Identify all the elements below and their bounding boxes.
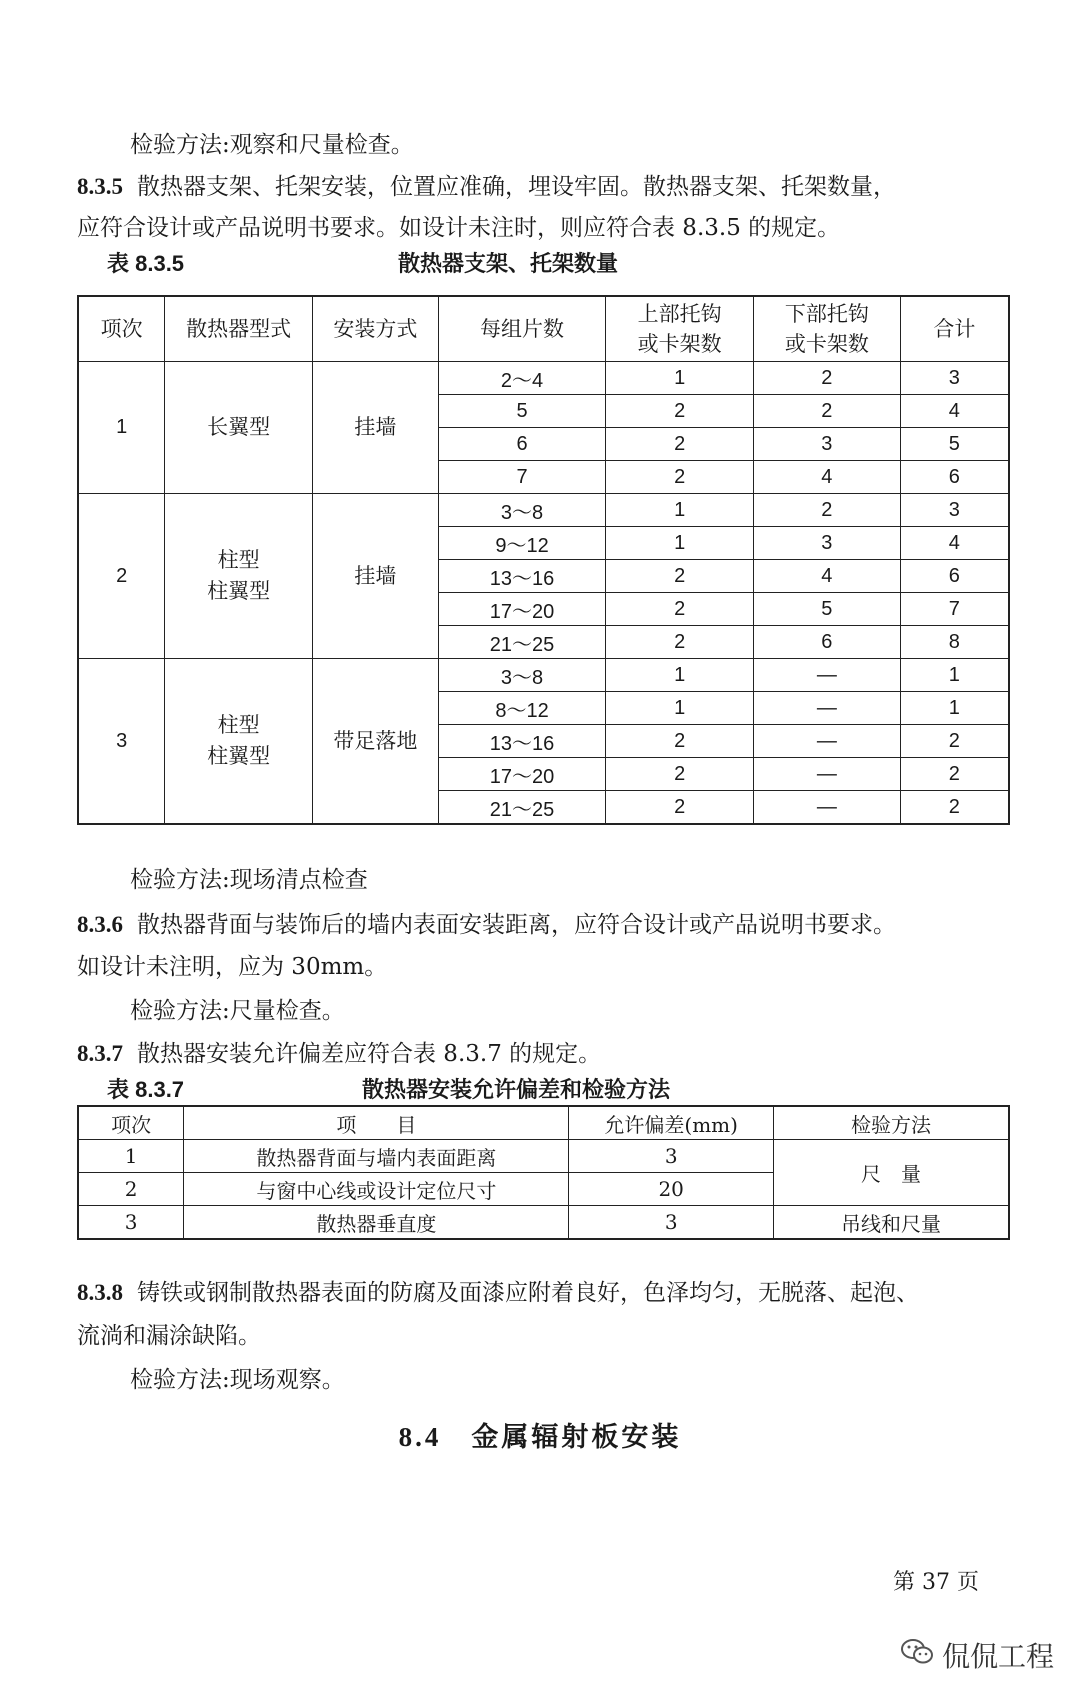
clause-8-3-8 [77,1278,919,1308]
item-number: 3 [78,659,165,825]
clause-number: 8.3.7 [77,1041,123,1066]
total-cell: 8 [900,626,1009,659]
pieces-cell: 8～12 [438,692,606,725]
clause-8-3-5-line2: 应符合设计或产品说明书要求。如设计未注时，则应符合表 8.3.5 的规定。 [77,215,841,241]
total-cell: 1 [900,659,1009,692]
item-number: 2 [78,1173,184,1206]
total-cell: 3 [900,362,1009,395]
inspection-note-1: 检验方法:观察和尺量检查。 [130,132,414,158]
upper-cell: 1 [606,659,754,692]
clause-text: 铸铁或钢制散热器表面的防腐及面漆应附着良好，色泽均匀，无脱落、起泡、 [137,1280,919,1306]
header-cell [754,296,901,362]
pieces-cell: 17～20 [438,758,606,791]
pieces-cell: 6 [438,428,606,461]
header-cell: 检验方法 [773,1106,1009,1140]
pieces-cell: 17～20 [438,593,606,626]
mount-method: 挂墙 [313,494,439,659]
upper-cell: 2 [606,428,754,461]
pieces-cell: 13～16 [438,725,606,758]
header-cell: 合计 [900,296,1009,362]
pieces-cell: 9～12 [438,527,606,560]
chat-bubble-icon [900,1638,934,1673]
clause-8-3-6 [77,910,896,940]
type-line: 柱型 [217,548,260,572]
table-row [78,494,1009,527]
clause-8-3-6-line2: 如设计未注明，应为 30mm。 [77,954,388,980]
upper-cell: 1 [606,527,754,560]
table-header-row [78,296,1009,362]
table-8-3-5-title: 散热器支架、托架数量 [398,251,619,276]
watermark-text: 侃侃工程 [942,1641,1055,1672]
method-cell: 尺 量 [773,1140,1009,1206]
total-cell: 6 [900,461,1009,494]
section-title: 金属辐射板安装 [471,1422,682,1453]
total-cell: 7 [900,593,1009,626]
method-cell: 吊线和尺量 [773,1206,1009,1240]
upper-cell: 1 [606,692,754,725]
clause-8-3-7 [77,1039,601,1069]
total-cell: 2 [900,791,1009,825]
lower-cell: 4 [754,560,901,593]
clause-text: 散热器安装允许偏差应符合表 8.3.7 的规定。 [137,1041,602,1067]
upper-cell: 2 [606,791,754,825]
lower-cell: 5 [754,593,901,626]
pieces-cell: 3～8 [438,494,606,527]
upper-cell: 1 [606,494,754,527]
pieces-cell: 3～8 [438,659,606,692]
pieces-cell: 7 [438,461,606,494]
clause-8-3-8-line2: 流淌和漏涂缺陷。 [77,1323,261,1349]
item-number: 1 [78,362,165,494]
lower-cell: — [754,659,901,692]
lower-cell: 6 [754,626,901,659]
radiator-type [165,494,313,659]
pieces-cell: 13～16 [438,560,606,593]
header-line: 下部托钩 [784,302,869,326]
bracket-quantity-table [77,295,1010,825]
table-row [78,1140,1009,1173]
header-cell: 每组片数 [438,296,606,362]
item-cell: 散热器背面与墙内表面距离 [184,1140,569,1173]
header-line: 或卡架数 [784,332,869,356]
item-cell: 散热器垂直度 [184,1206,569,1240]
pieces-cell: 2～4 [438,362,606,395]
tolerance-cell: 3 [569,1206,774,1240]
header-cell: 允许偏差(mm) [569,1106,774,1140]
upper-cell: 2 [606,593,754,626]
page-number: 第 37 页 [893,1570,979,1595]
clause-number: 8.3.8 [77,1280,123,1305]
table-row [78,659,1009,692]
type-line: 柱翼型 [207,744,271,768]
radiator-type [165,659,313,825]
lower-cell: — [754,692,901,725]
total-cell: 5 [900,428,1009,461]
mount-method: 挂墙 [313,362,439,494]
header-cell: 项 目 [184,1106,569,1140]
upper-cell: 2 [606,560,754,593]
table-header-row [78,1106,1009,1140]
item-number: 2 [78,494,165,659]
lower-cell: — [754,758,901,791]
item-number: 3 [78,1206,184,1240]
tolerance-cell: 3 [569,1140,774,1173]
upper-cell: 2 [606,626,754,659]
total-cell: 1 [900,692,1009,725]
lower-cell: 3 [754,527,901,560]
inspection-note-2: 检验方法:现场清点检查 [130,867,368,893]
radiator-type: 长翼型 [165,362,313,494]
section-heading [0,1415,1080,1454]
upper-cell: 2 [606,461,754,494]
total-cell: 4 [900,527,1009,560]
mount-method: 带足落地 [313,659,439,825]
table-8-3-7-title: 散热器安装允许偏差和检验方法 [362,1077,671,1102]
section-number: 8.4 [398,1422,442,1452]
table-row [78,362,1009,395]
lower-cell: 3 [754,428,901,461]
table-8-3-5-label: 表 8.3.5 [107,251,185,276]
clause-text: 散热器支架、托架安装，位置应准确，埋设牢固。散热器支架、托架数量， [137,174,896,200]
watermark [900,1635,1054,1675]
lower-cell: — [754,791,901,825]
header-cell: 项次 [78,296,165,362]
item-cell: 与窗中心线或设计定位尺寸 [184,1173,569,1206]
lower-cell: — [754,725,901,758]
total-cell: 4 [900,395,1009,428]
header-cell: 散热器型式 [165,296,313,362]
item-number: 1 [78,1140,184,1173]
clause-number: 8.3.5 [77,174,123,199]
inspection-note-3: 检验方法:尺量检查。 [130,998,345,1024]
lower-cell: 2 [754,362,901,395]
table-row [78,1206,1009,1240]
lower-cell: 2 [754,494,901,527]
upper-cell: 2 [606,725,754,758]
header-line: 上部托钩 [637,302,722,326]
type-line: 柱翼型 [207,579,271,603]
inspection-note-4: 检验方法:现场观察。 [130,1367,345,1393]
lower-cell: 2 [754,395,901,428]
upper-cell: 2 [606,395,754,428]
header-cell: 安装方式 [313,296,439,362]
header-cell [606,296,754,362]
pieces-cell: 21～25 [438,626,606,659]
pieces-cell: 21～25 [438,791,606,825]
clause-8-3-5 [77,172,896,202]
total-cell: 2 [900,758,1009,791]
clause-text: 散热器背面与装饰后的墙内表面安装距离，应符合设计或产品说明书要求。 [137,912,896,938]
table-8-3-7-label: 表 8.3.7 [107,1077,185,1102]
upper-cell: 1 [606,362,754,395]
lower-cell: 4 [754,461,901,494]
header-cell: 项次 [78,1106,184,1140]
total-cell: 6 [900,560,1009,593]
total-cell: 2 [900,725,1009,758]
tolerance-cell: 20 [569,1173,774,1206]
clause-number: 8.3.6 [77,912,123,937]
tolerance-table [77,1105,1010,1240]
upper-cell: 2 [606,758,754,791]
header-line: 或卡架数 [637,332,722,356]
pieces-cell: 5 [438,395,606,428]
type-line: 柱型 [217,713,260,737]
total-cell: 3 [900,494,1009,527]
